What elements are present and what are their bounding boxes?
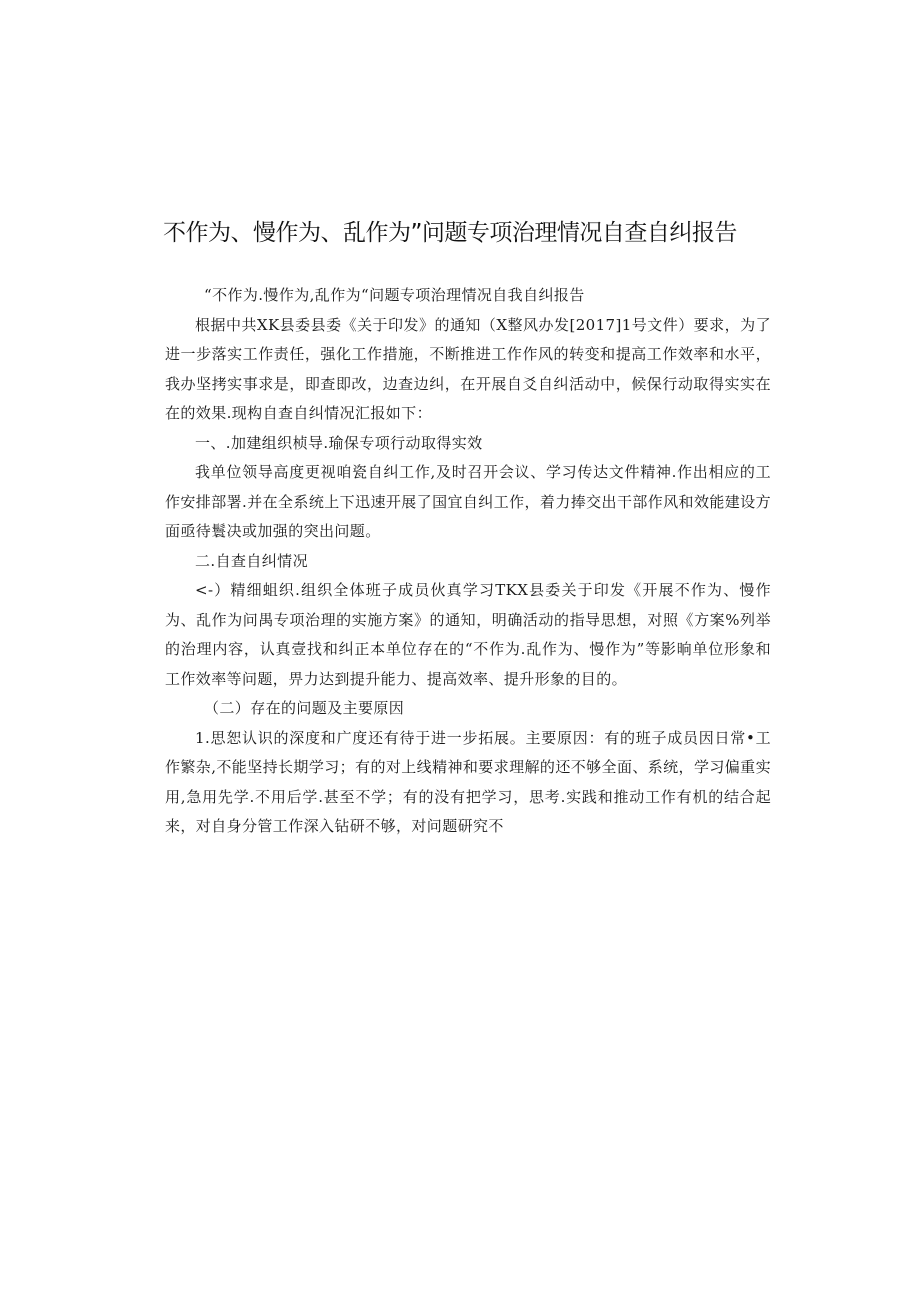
section-1-paragraph: 我单位领导高度更视咱瓷自纠工作,及时召开会议、学习传达文件精神.作出相应的工作安排部署.并在全系统上下迅速开展了国宜自纠工作，着力捧交出干部作风和效能建设方面亟待鬟决或加强的突出问题。 [165, 463, 771, 540]
section-1-heading: 一、.加建组织桢导.瑜保专项行动取得实效 [195, 433, 483, 452]
intro-paragraph: 根据中共XK县委县委《关于印发》的通知（X整风办发[2017]1号文件）要求，为了进一步落实工作责任，强化工作措施，不断推进工作作风的转变和提高工作效率和水平，我办坚拷实事求是，即查即改，边查边纠，在开展自爻自纠活动中，候保行动取得实实在在的效果.现构自查自纠情况汇报如下： [165, 315, 771, 422]
document-title: 不作为、慢作为、乱作为”问题专项治理情况自查自纠报告 [163, 220, 737, 246]
document-body [165, 281, 771, 842]
section-2-heading: 二.自查自纠情况 [195, 551, 308, 570]
subtitle-line: “不作为.慢作为,乱作为“问题专项治理情况自我自纠报告 [204, 286, 585, 304]
section-2-2-1-paragraph: 1.思恕认识的深度和广度还有待于进一步拓展。主要原因：有的班子成员因日常•工作繁杂,不能坚持长期学习；有的对上线精神和要求理解的还不够全面、系统，学习偏重实用,急用先学.不用后学.甚至不学；有的没有把学习，思考.实践和推动工作有机的结合起来，对自身分管工作深入钻研不够，对问题研究不 [165, 728, 771, 835]
section-2-1-paragraph: <-）精细蛆织.组织全体班子成员伙真学习TKX县委关于印发《开展不作为、慢作为、乱作为问禺专项治理的实施方案》的通知，明确活动的指导思想，对照《方案%列举的治理内容，认真壹找和纠正本单位存在的“不作为.乱作为、慢作为”等影晌单位形象和工作效率等问题，畀力达到提升能力、提高效率、提升形象的目的。 [165, 581, 771, 688]
section-2-2-heading: （二）存在的问题及主要原因 [204, 699, 405, 717]
